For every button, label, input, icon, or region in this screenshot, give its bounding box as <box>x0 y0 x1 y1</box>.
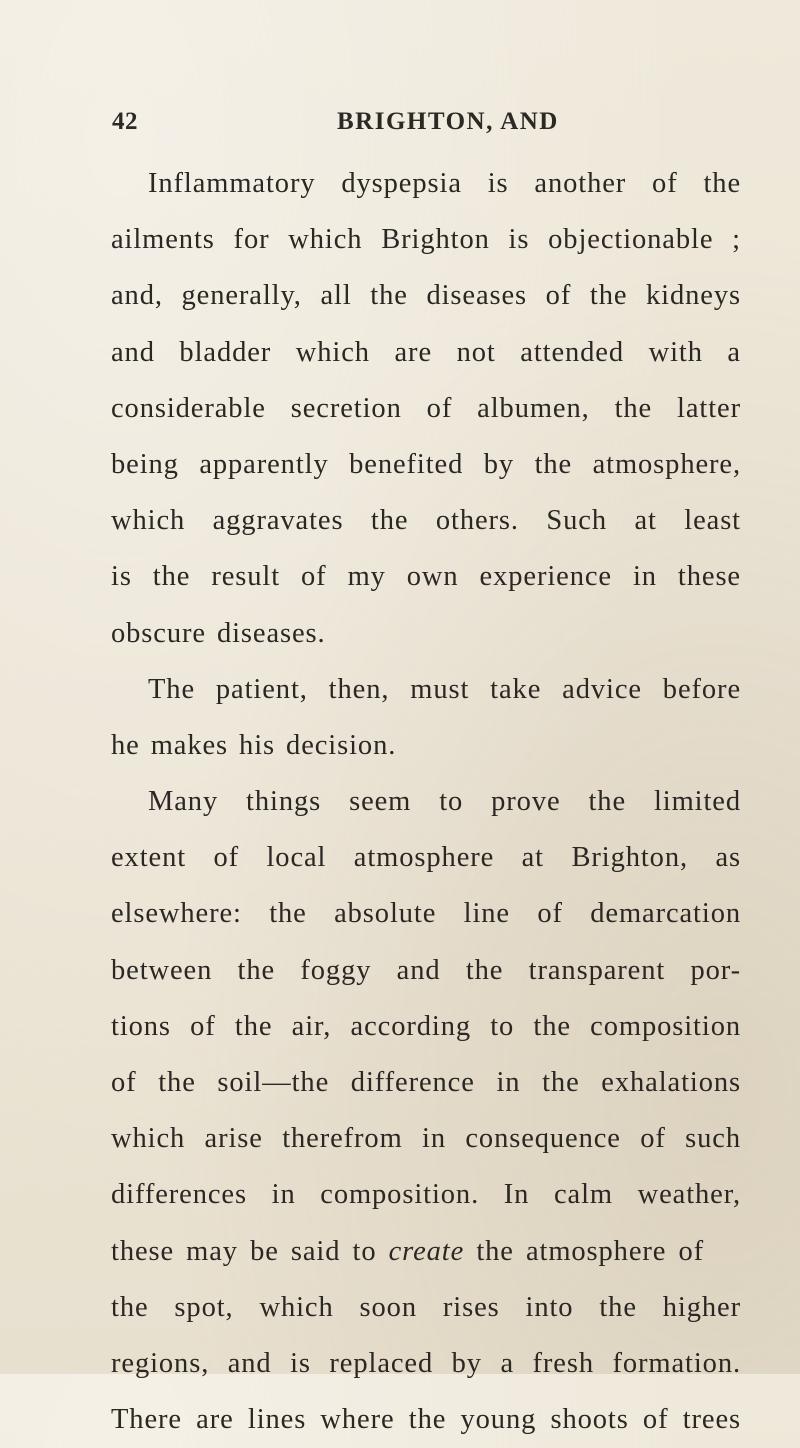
text-line: the spot, which soon rises into the higher <box>111 1291 741 1323</box>
text-line: differences in composition. In calm weather, <box>111 1179 741 1211</box>
text-line: considerable secretion of albumen, the latter <box>111 392 741 424</box>
text-line: Inflammatory dyspepsia is another of the <box>148 168 741 199</box>
line-part: these may be said to <box>111 1235 377 1267</box>
paragraph-3 <box>111 774 741 1448</box>
text-line: which aggravates the others. Such at least <box>111 505 741 537</box>
text-line: being apparently benefited by the atmosphere, <box>111 448 741 480</box>
text-line: extent of local atmosphere at Brighton, as <box>111 842 741 874</box>
text-line: which arise therefrom in consequence of such <box>111 1123 741 1155</box>
text-line: between the foggy and the transparent por- <box>111 954 741 986</box>
text-line: of the soil—the difference in the exhalations <box>111 1067 741 1098</box>
line-part: the atmosphere of <box>476 1235 704 1267</box>
text-line: elsewhere: the absolute line of demarcation <box>111 898 741 930</box>
text-line: is the result of my own experience in these <box>111 561 741 593</box>
text-line: There are lines where the young shoots of trees <box>111 1404 741 1436</box>
text-line: The patient, then, must take advice before <box>148 673 741 705</box>
running-head <box>112 108 732 148</box>
text-line <box>111 1224 704 1280</box>
text-line: Many things seem to prove the limited <box>148 786 741 818</box>
text-line: tions of the air, according to the composition <box>111 1010 741 1042</box>
text-line: regions, and is replaced by a fresh formation. <box>111 1347 741 1379</box>
body-text <box>111 156 741 1448</box>
text-line: and bladder which are not attended with a <box>111 336 741 368</box>
paragraph-1 <box>111 156 741 662</box>
emphasized-word: create <box>388 1235 465 1267</box>
text-line: he makes his decision. <box>111 729 397 761</box>
paragraph-2 <box>111 662 741 774</box>
page-number: 42 <box>112 108 138 135</box>
running-title: BRIGHTON, AND <box>337 108 559 135</box>
text-line: obscure diseases. <box>111 617 326 649</box>
text-line: ailments for which Brighton is objectionable ; <box>111 224 741 256</box>
text-line: and, generally, all the diseases of the kidneys <box>111 280 741 312</box>
